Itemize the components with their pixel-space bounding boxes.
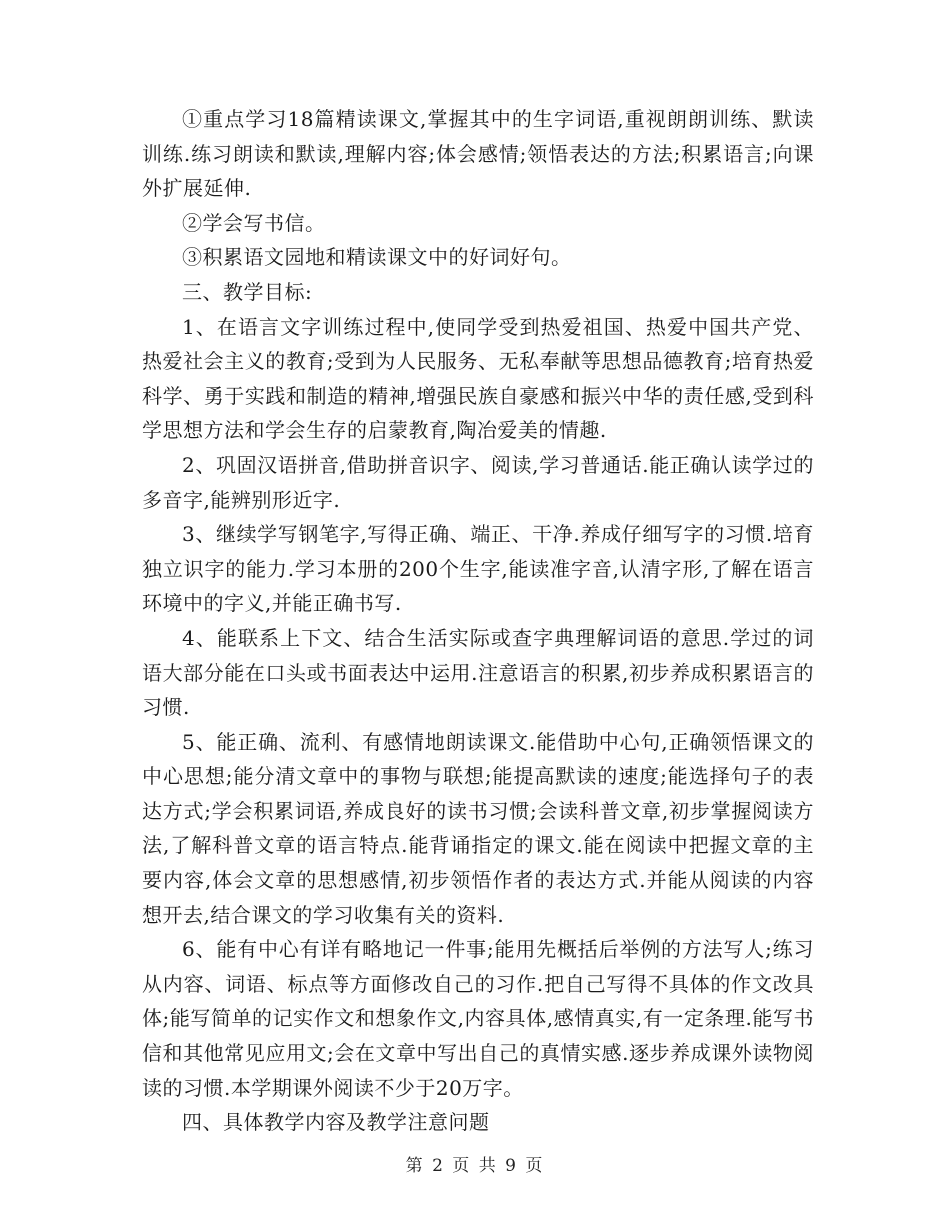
section-heading-teaching-goals: 三、教学目标: bbox=[182, 279, 313, 304]
paragraph-goal-6: 6、能有中心有详有略地记一件事;能用先概括后举例的方法写人;练习从内容、词语、标点等方面修改自己的习作.把自己写得不具体的作文改具体;能写简单的记实作文和想象作文,内容具体,感情真实,有一定条理.能写书信和其他常见应用文;会在文章中写出自己的真情实感.逐步养成课外读物阅读的习惯.本学期课外阅读不少于20万字。 bbox=[142, 937, 814, 1100]
page-number-footer: 第 2 页 共 9 页 bbox=[405, 1156, 545, 1176]
paragraph-goal-2: 2、巩固汉语拼音,借助拼音识字、阅读,学习普通话.能正确认读学过的多音字,能辨别形近字. bbox=[142, 452, 814, 512]
document-body bbox=[142, 102, 814, 1140]
paragraph-goal-1: 1、在语言文字训练过程中,使同学受到热爱祖国、热爱中国共产党、热爱社会主义的教育;受到为人民服务、无私奉献等思想品德教育;培育热爱科学、勇于实践和制造的精神,增强民族自豪感和振兴中华的责任感,受到科学思想方法和学会生存的启蒙教育,陶冶爱美的情趣. bbox=[142, 314, 814, 443]
paragraph-letter-writing: ②学会写书信。 bbox=[182, 210, 326, 235]
paragraph-accumulate-words: ③积累语文园地和精读课文中的好词好句。 bbox=[182, 245, 572, 270]
paragraph-goal-4: 4、能联系上下文、结合生活实际或查字典理解词语的意思.学过的词语大部分能在口头或书面表达中运用.注意语言的积累,初步养成积累语言的习惯. bbox=[142, 625, 814, 720]
paragraph-focus-reading: ①重点学习18篇精读课文,掌握其中的生字词语,重视朗朗训练、默读训练.练习朗读和默读,理解内容;体会感情;领悟表达的方法;积累语言;向课外扩展延伸. bbox=[142, 107, 814, 201]
paragraph-goal-5: 5、能正确、流利、有感情地朗读课文.能借助中心句,正确领悟课文的中心思想;能分清文章中的事物与联想;能提高默读的速度;能选择句子的表达方式;学会积累词语,养成良好的读书习惯;会读科普文章,初步掌握阅读方法,了解科普文章的语言特点.能背诵指定的课文.能在阅读中把握文章的主要内容,体会文章的思想感情,初步领悟作者的表达方式.并能从阅读的内容想开去,结合课文的学习收集有关的资料. bbox=[142, 729, 814, 927]
section-heading-teaching-content: 四、具体教学内容及教学注意问题 bbox=[182, 1110, 490, 1135]
paragraph-goal-3: 3、继续学写钢笔字,写得正确、端正、干净.养成仔细写字的习惯.培育独立识字的能力.学习本册的200个生字,能读准字音,认清字形,了解在语言环境中的字义,并能正确书写. bbox=[142, 522, 814, 616]
